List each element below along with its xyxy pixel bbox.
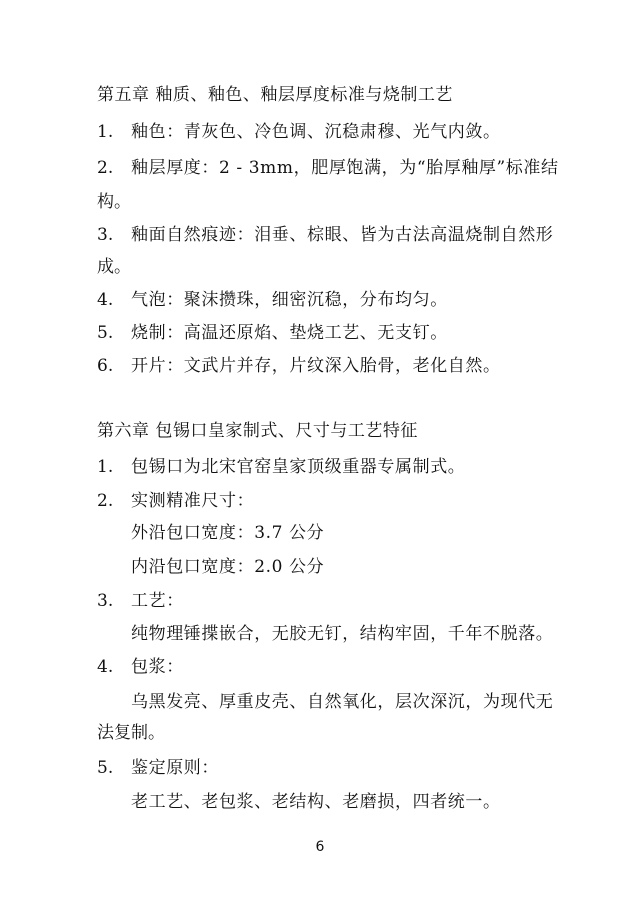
chapter-6-item-1-number: 1. — [97, 457, 114, 477]
chapter-5-item-6-text: 开片：文武片并存，片纹深入胎骨，老化自然。 — [131, 356, 501, 376]
authentication-principle: 老工艺、老包浆、老结构、老磨损，四者统一。 — [131, 792, 501, 812]
outer-rim-width: 外沿包口宽度：3.7 公分 — [131, 523, 325, 543]
chapter-5-item-5-number: 5. — [97, 323, 114, 343]
chapter-5-title: 第五章 釉质、釉色、釉层厚度标准与烧制工艺 — [97, 85, 453, 105]
chapter-6-item-1-text: 包锡口为北宋官窑皇家顶级重器专属制式。 — [131, 457, 466, 477]
chapter-6-item-5-text: 鉴定原则： — [131, 758, 219, 778]
page-number: 6 — [315, 839, 325, 855]
chapter-6-item-4-number: 4. — [97, 657, 114, 677]
chapter-5-item-2-number: 2. — [97, 158, 114, 178]
chapter-6-item-3-number: 3. — [97, 591, 114, 611]
patina-description-continuation: 法复制。 — [97, 723, 165, 743]
chapter-5-item-3-continuation: 成。 — [97, 257, 131, 277]
chapter-6-item-2-number: 2. — [97, 491, 114, 511]
chapter-5-item-1-text: 釉色：青灰色、冷色调、沉稳肃穆、光气内敛。 — [131, 122, 501, 142]
chapter-5-item-2-continuation: 构。 — [97, 192, 131, 212]
chapter-6-item-3-text: 工艺： — [131, 591, 184, 611]
chapter-6-title: 第六章 包锡口皇家制式、尺寸与工艺特征 — [97, 421, 418, 441]
chapter-6-item-2-text: 实测精准尺寸： — [131, 491, 255, 511]
chapter-5-item-4-text: 气泡：聚沫攒珠，细密沉稳，分布均匀。 — [131, 290, 448, 310]
chapter-6-item-4-text: 包浆： — [131, 657, 184, 677]
chapter-6-item-5-number: 5. — [97, 758, 114, 778]
chapter-5-item-4-number: 4. — [97, 290, 114, 310]
chapter-5-item-2-text: 釉层厚度：2 - 3mm，肥厚饱满，为“胎厚釉厚”标准结 — [131, 158, 559, 178]
chapter-5-item-6-number: 6. — [97, 356, 114, 376]
chapter-5-item-5-text: 烧制：高温还原焰、垫烧工艺、无支钉。 — [131, 323, 448, 343]
chapter-5-item-3-text: 釉面自然痕迹：泪垂、棕眼、皆为古法高温烧制自然形 — [131, 225, 554, 245]
craft-description: 纯物理锤揲嵌合，无胶无钉，结构牢固，千年不脱落。 — [131, 624, 554, 644]
chapter-5-item-1-number: 1. — [97, 122, 114, 142]
inner-rim-width: 内沿包口宽度：2.0 公分 — [131, 557, 325, 577]
chapter-5-item-3-number: 3. — [97, 225, 114, 245]
patina-description: 乌黑发亮、厚重皮壳、自然氧化，层次深沉，为现代无 — [131, 692, 554, 712]
